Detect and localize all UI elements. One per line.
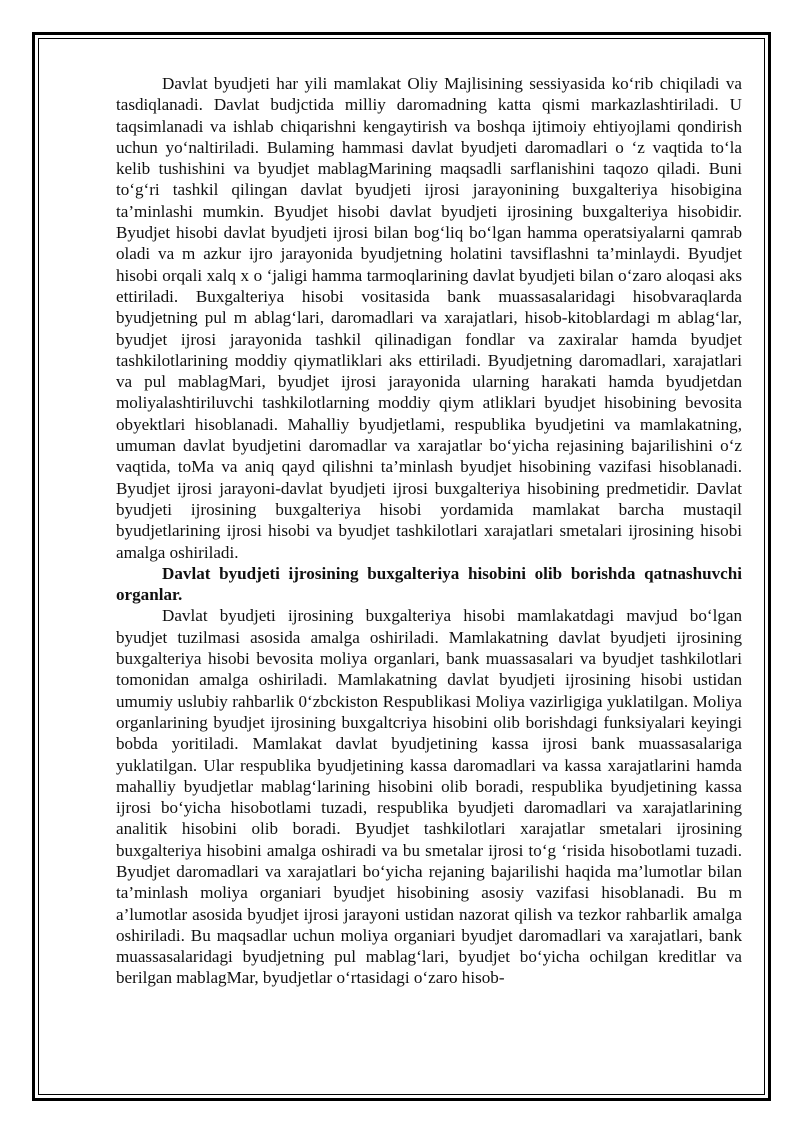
section-heading: Davlat byudjeti ijrosining buxgalteriya hisobini olib borishda qatnashuvchi organlar. (116, 563, 742, 605)
paragraph-2: Davlat byudjeti ijrosining buxgalteriya hisobi mamlakatdagi mavjud bo‘lgan byudjet tuzilmasi asosida amalga oshiriladi. Mamlakatning davlat byudjeti ijrosining buxgalteriya hisobi bevosita moliya organlari, bank muassasalari va byudjet tashkilotlari tomonidan amalga oshiriladi. Mamlakatning davlat byudjeti ijrosining hisobi ustidan umumiy uslubiy rahbarlik 0‘zbckiston Respublikasi Moliya vazirligiga yuklatilgan. Moliya organlarining byudjet ijrosining buxgaltcriya hisobini olib borishdagi funksiyalari keyingi bobda yoritiladi. Mamlakat davlat byudjetining kassa ijrosi bank muassasalariga yuklatilgan. Ular respublika byudjetining kassa daromadlari va kassa xarajatlarini hamda mahalliy byudjetlar mablag‘larining hisobini olib boradi, respublika byudjetining kassa ijrosi bo‘yicha hisobotlami tuzadi, respublika byudjeti daromadlari va xarajatlarining analitik hisobini olib boradi. Byudjet tashkilotlari xarajatlar smetalari ijrosining buxgalteriya hisobini amalga oshiradi va bu smetalar ijrosi to‘g ‘risida hisobotlami tuzadi. Byudjet daromadlari va xarajatlari bo‘yicha rejaning bajarilishi haqida ma’lumotlar bilan ta’minlash moliya organiari byudjet hisobining asosiy vazifasi hisoblanadi. Bu m a’lumotlar asosida byudjet ijrosi jarayoni ustidan nazorat qilish va tezkor rahbarlik amalga oshiriladi. Bu maqsadlar uchun moliya organiari byudjet daromadlari va xarajatlari, bank muassasalaridagi byudjetning pul mablag‘lari, byudjet bo‘yicha ochilgan kreditlar va berilgan mablagMar, byudjetlar o‘rtasidagi o‘zaro hisob- (116, 606, 742, 988)
document-body (116, 73, 742, 989)
paragraph-1: Davlat byudjeti har yili mamlakat Oliy Majlisining sessiyasida ko‘rib chiqiladi va tasdiqlanadi. Davlat budjctida milliy daromadning katta qismi markazlashtiriladi. U taqsimlanadi va ishlab chiqarishni kengaytirish va boshqa ijtimoiy ehtiyojlami qondirish uchun yo‘naltiriladi. Bulaming hammasi davlat byudjeti daromadlari o ‘z vaqtida to‘la kelib tushishini va byudjet mablagMarining maqsadli sarflanishini taqozo qiladi. Buni to‘g‘ri tashkil qilingan davlat byudjeti ijrosi jarayonining buxgalteriya hisobigina ta’minlashi mumkin. Byudjet hisobi davlat byudjeti ijrosining buxgalteriya hisobidir. Byudjet hisobi davlat byudjeti ijrosi bilan bog‘liq bo‘lgan hamma operatsiyalarni qamrab oladi va m azkur ijro jarayonida byudjetning holatini tavsiflashni ta’minlaydi. Byudjet hisobi orqali xalq x o ‘jaligi hamma tarmoqlarining davlat byudjeti bilan o‘zaro aloqasi aks ettiriladi. Buxgalteriya hisobi vositasida bank muassasalaridagi hisobvaraqlarda byudjetning pul m ablag‘lari, daromadlari va xarajatlari, hisob-kitoblardagi m ablag‘lar, byudjet ijrosi jarayonida tashkil qilinadigan fondlar va zaxiralar hamda byudjet tashkilotlarining moddiy qiymatliklari aks ettiriladi. Byudjetning daromadlari, xarajatlari va pul mablagMari, byudjet ijrosi jarayonida ularning harakati hamda byudjetdan moliyalashtiriluvchi tashkilotlarning moddiy qiym atliklari byudjet hisobining bevosita obyektlari hisoblanadi. Mahalliy byudjetlami, respublika byudjetini va mamlakatning, umuman davlat byudjetini daromadlar va xarajatlar bo‘yicha rejasining bajarilishini o‘z vaqtida, toMa va aniq qayd qilishni ta’minlash byudjet hisobining vazifasi hisoblanadi. Byudjet ijrosi jarayoni-davlat byudjeti ijrosi buxgalteriya hisobining predmetidir. Davlat byudjeti ijrosining buxgalteriya hisobi yordamida mamlakat barcha mustaqil byudjetlarining ijrosi hisobi va byudjet tashkilotlari xarajatlari smetalari ijrosining hisobi amalga oshiriladi. (116, 74, 742, 562)
